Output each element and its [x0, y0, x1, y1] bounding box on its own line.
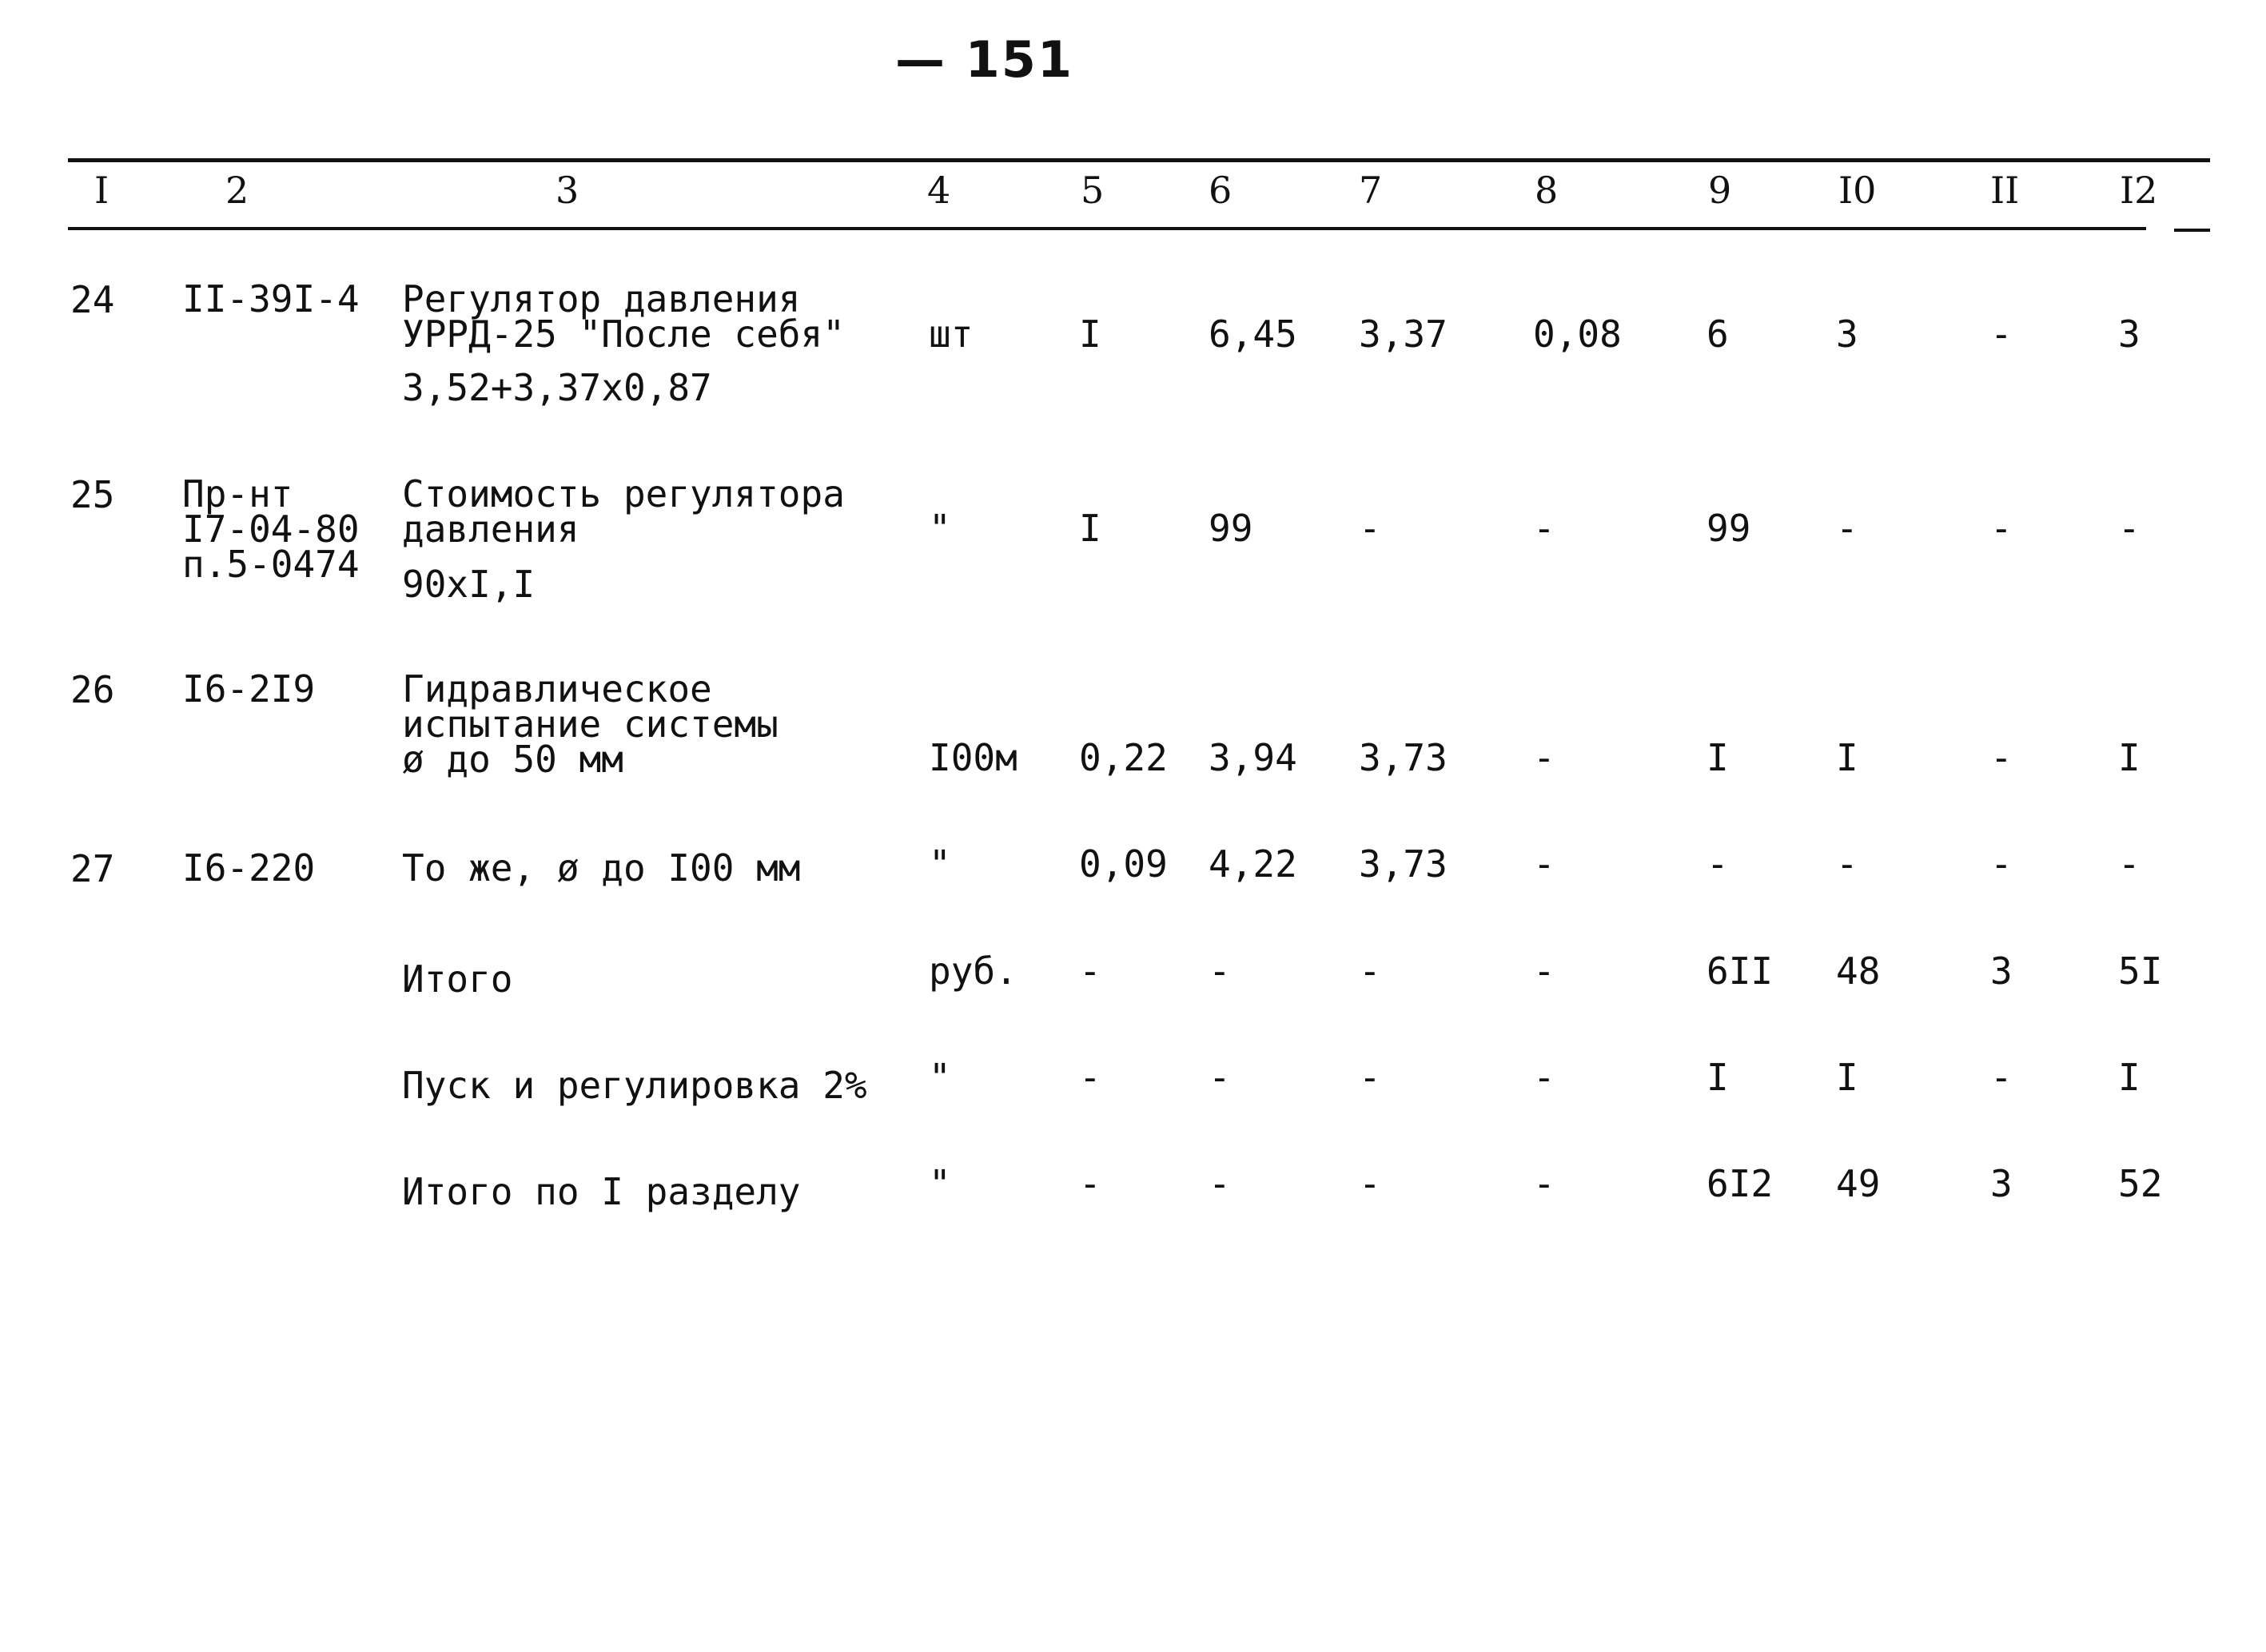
total-value-c8: -: [1533, 1162, 1555, 1205]
row-code-line: I7-04-80: [182, 508, 360, 551]
total-value-c8: -: [1533, 949, 1555, 993]
total-value-c9: 6I2: [1706, 1162, 1774, 1205]
total-label: Пуск и регулировка 2%: [402, 1064, 867, 1107]
row-value-c7: 3,37: [1359, 312, 1448, 356]
row-value-c8: -: [1533, 736, 1555, 779]
total-value-c9: I: [1706, 1056, 1729, 1099]
total-value-c7: -: [1359, 1162, 1381, 1205]
row-formula: 3,52+3,37х0,87: [402, 366, 712, 409]
row-code-line: II-39I-4: [182, 277, 360, 320]
column-header: 7: [1359, 169, 1383, 212]
row-value-c10: I: [1836, 736, 1858, 779]
row-number: 25: [70, 473, 115, 516]
total-unit: руб.: [929, 949, 1018, 993]
row-value-c10: -: [1836, 507, 1858, 550]
total-value-c7: -: [1359, 1056, 1381, 1099]
row-number: 24: [70, 278, 115, 321]
total-label: Итого по I разделу: [402, 1170, 801, 1213]
row-value-c9: -: [1706, 842, 1729, 886]
row-description: [402, 846, 801, 890]
total-value-c7: -: [1359, 949, 1381, 993]
total-value-c5: -: [1079, 949, 1101, 993]
total-value-c11: 3: [1990, 949, 2013, 993]
row-value-c5: 0,22: [1079, 736, 1168, 779]
row-formula: 90хI,I: [402, 563, 536, 606]
row-unit: шт: [929, 312, 974, 356]
row-code: [182, 472, 360, 586]
row-code-line: I6-2I9: [182, 667, 316, 711]
column-header: 3: [556, 169, 579, 212]
column-header: 5: [1081, 169, 1105, 212]
row-value-c10: -: [1836, 842, 1858, 886]
row-description-line: То же, ø до I00 мм: [402, 846, 801, 890]
row-value-c8: 0,08: [1533, 312, 1622, 356]
row-value-c12: -: [2118, 842, 2141, 886]
row-description-line: Стоимость регулятора: [402, 472, 845, 516]
total-value-c9: 6II: [1706, 949, 1774, 993]
row-code: [182, 846, 316, 890]
row-value-c5: I: [1079, 312, 1101, 356]
row-value-c6: 99: [1209, 507, 1253, 550]
row-value-c7: 3,73: [1359, 842, 1448, 886]
total-unit: ": [929, 1056, 951, 1099]
table-top-rule: [68, 158, 2210, 162]
column-header: 8: [1535, 169, 1559, 212]
row-value-c5: I: [1079, 507, 1101, 550]
row-value-c6: 3,94: [1209, 736, 1297, 779]
row-description: [402, 667, 779, 781]
row-description: [402, 277, 845, 356]
row-code: [182, 667, 316, 711]
row-description: [402, 472, 845, 551]
total-value-c10: I: [1836, 1056, 1858, 1099]
row-value-c8: -: [1533, 507, 1555, 550]
total-value-c12: I: [2118, 1056, 2141, 1099]
row-value-c11: -: [1990, 507, 2013, 550]
row-value-c6: 6,45: [1209, 312, 1297, 356]
column-header: I: [94, 169, 110, 212]
total-value-c12: 52: [2118, 1162, 2163, 1205]
row-value-c12: 3: [2118, 312, 2141, 356]
row-code-line: п.5-0474: [182, 543, 360, 586]
row-value-c10: 3: [1836, 312, 1858, 356]
column-header: 4: [927, 169, 951, 212]
row-value-c7: -: [1359, 507, 1381, 550]
row-value-c7: 3,73: [1359, 736, 1448, 779]
total-value-c11: 3: [1990, 1162, 2013, 1205]
table-header-rule: [68, 227, 2146, 230]
total-value-c10: 48: [1836, 949, 1881, 993]
row-value-c9: I: [1706, 736, 1729, 779]
row-description-line: давления: [402, 508, 579, 551]
column-header: 9: [1708, 169, 1732, 212]
total-label: Итого: [402, 957, 513, 1001]
total-value-c5: -: [1079, 1056, 1101, 1099]
row-value-c11: -: [1990, 736, 2013, 779]
column-header: 2: [225, 169, 249, 212]
row-description-line: Гидравлическое: [402, 667, 712, 711]
row-unit: ": [929, 842, 951, 886]
row-value-c5: 0,09: [1079, 842, 1168, 886]
row-number: 26: [70, 668, 115, 711]
total-value-c5: -: [1079, 1162, 1101, 1205]
row-value-c9: 99: [1706, 507, 1751, 550]
column-header: I2: [2120, 169, 2158, 212]
total-value-c6: -: [1209, 1056, 1231, 1099]
row-code-line: Пр-нт: [182, 472, 293, 516]
column-header: II: [1990, 169, 2020, 212]
row-unit: I00м: [929, 736, 1018, 779]
row-unit: ": [929, 507, 951, 550]
row-code-line: I6-220: [182, 846, 316, 890]
table-header-rule-tail: [2174, 229, 2210, 232]
row-number: 27: [70, 847, 115, 890]
row-value-c11: -: [1990, 312, 2013, 356]
page-number: — 151: [895, 30, 1074, 89]
row-description-line: УРРД-25 "После себя": [402, 312, 845, 356]
total-value-c6: -: [1209, 1162, 1231, 1205]
row-value-c11: -: [1990, 842, 2013, 886]
total-value-c8: -: [1533, 1056, 1555, 1099]
row-description-line: Регулятор давления: [402, 277, 801, 320]
total-value-c12: 5I: [2118, 949, 2163, 993]
row-description-line: испытание системы: [402, 703, 779, 746]
total-value-c11: -: [1990, 1056, 2013, 1099]
column-header: I0: [1838, 169, 1877, 212]
row-value-c12: -: [2118, 507, 2141, 550]
column-header: 6: [1209, 169, 1233, 212]
total-value-c6: -: [1209, 949, 1231, 993]
row-value-c6: 4,22: [1209, 842, 1297, 886]
row-description-line: ø до 50 мм: [402, 738, 623, 781]
row-value-c8: -: [1533, 842, 1555, 886]
total-unit: ": [929, 1162, 951, 1205]
row-value-c12: I: [2118, 736, 2141, 779]
row-code: [182, 277, 360, 320]
total-value-c10: 49: [1836, 1162, 1881, 1205]
row-value-c9: 6: [1706, 312, 1729, 356]
